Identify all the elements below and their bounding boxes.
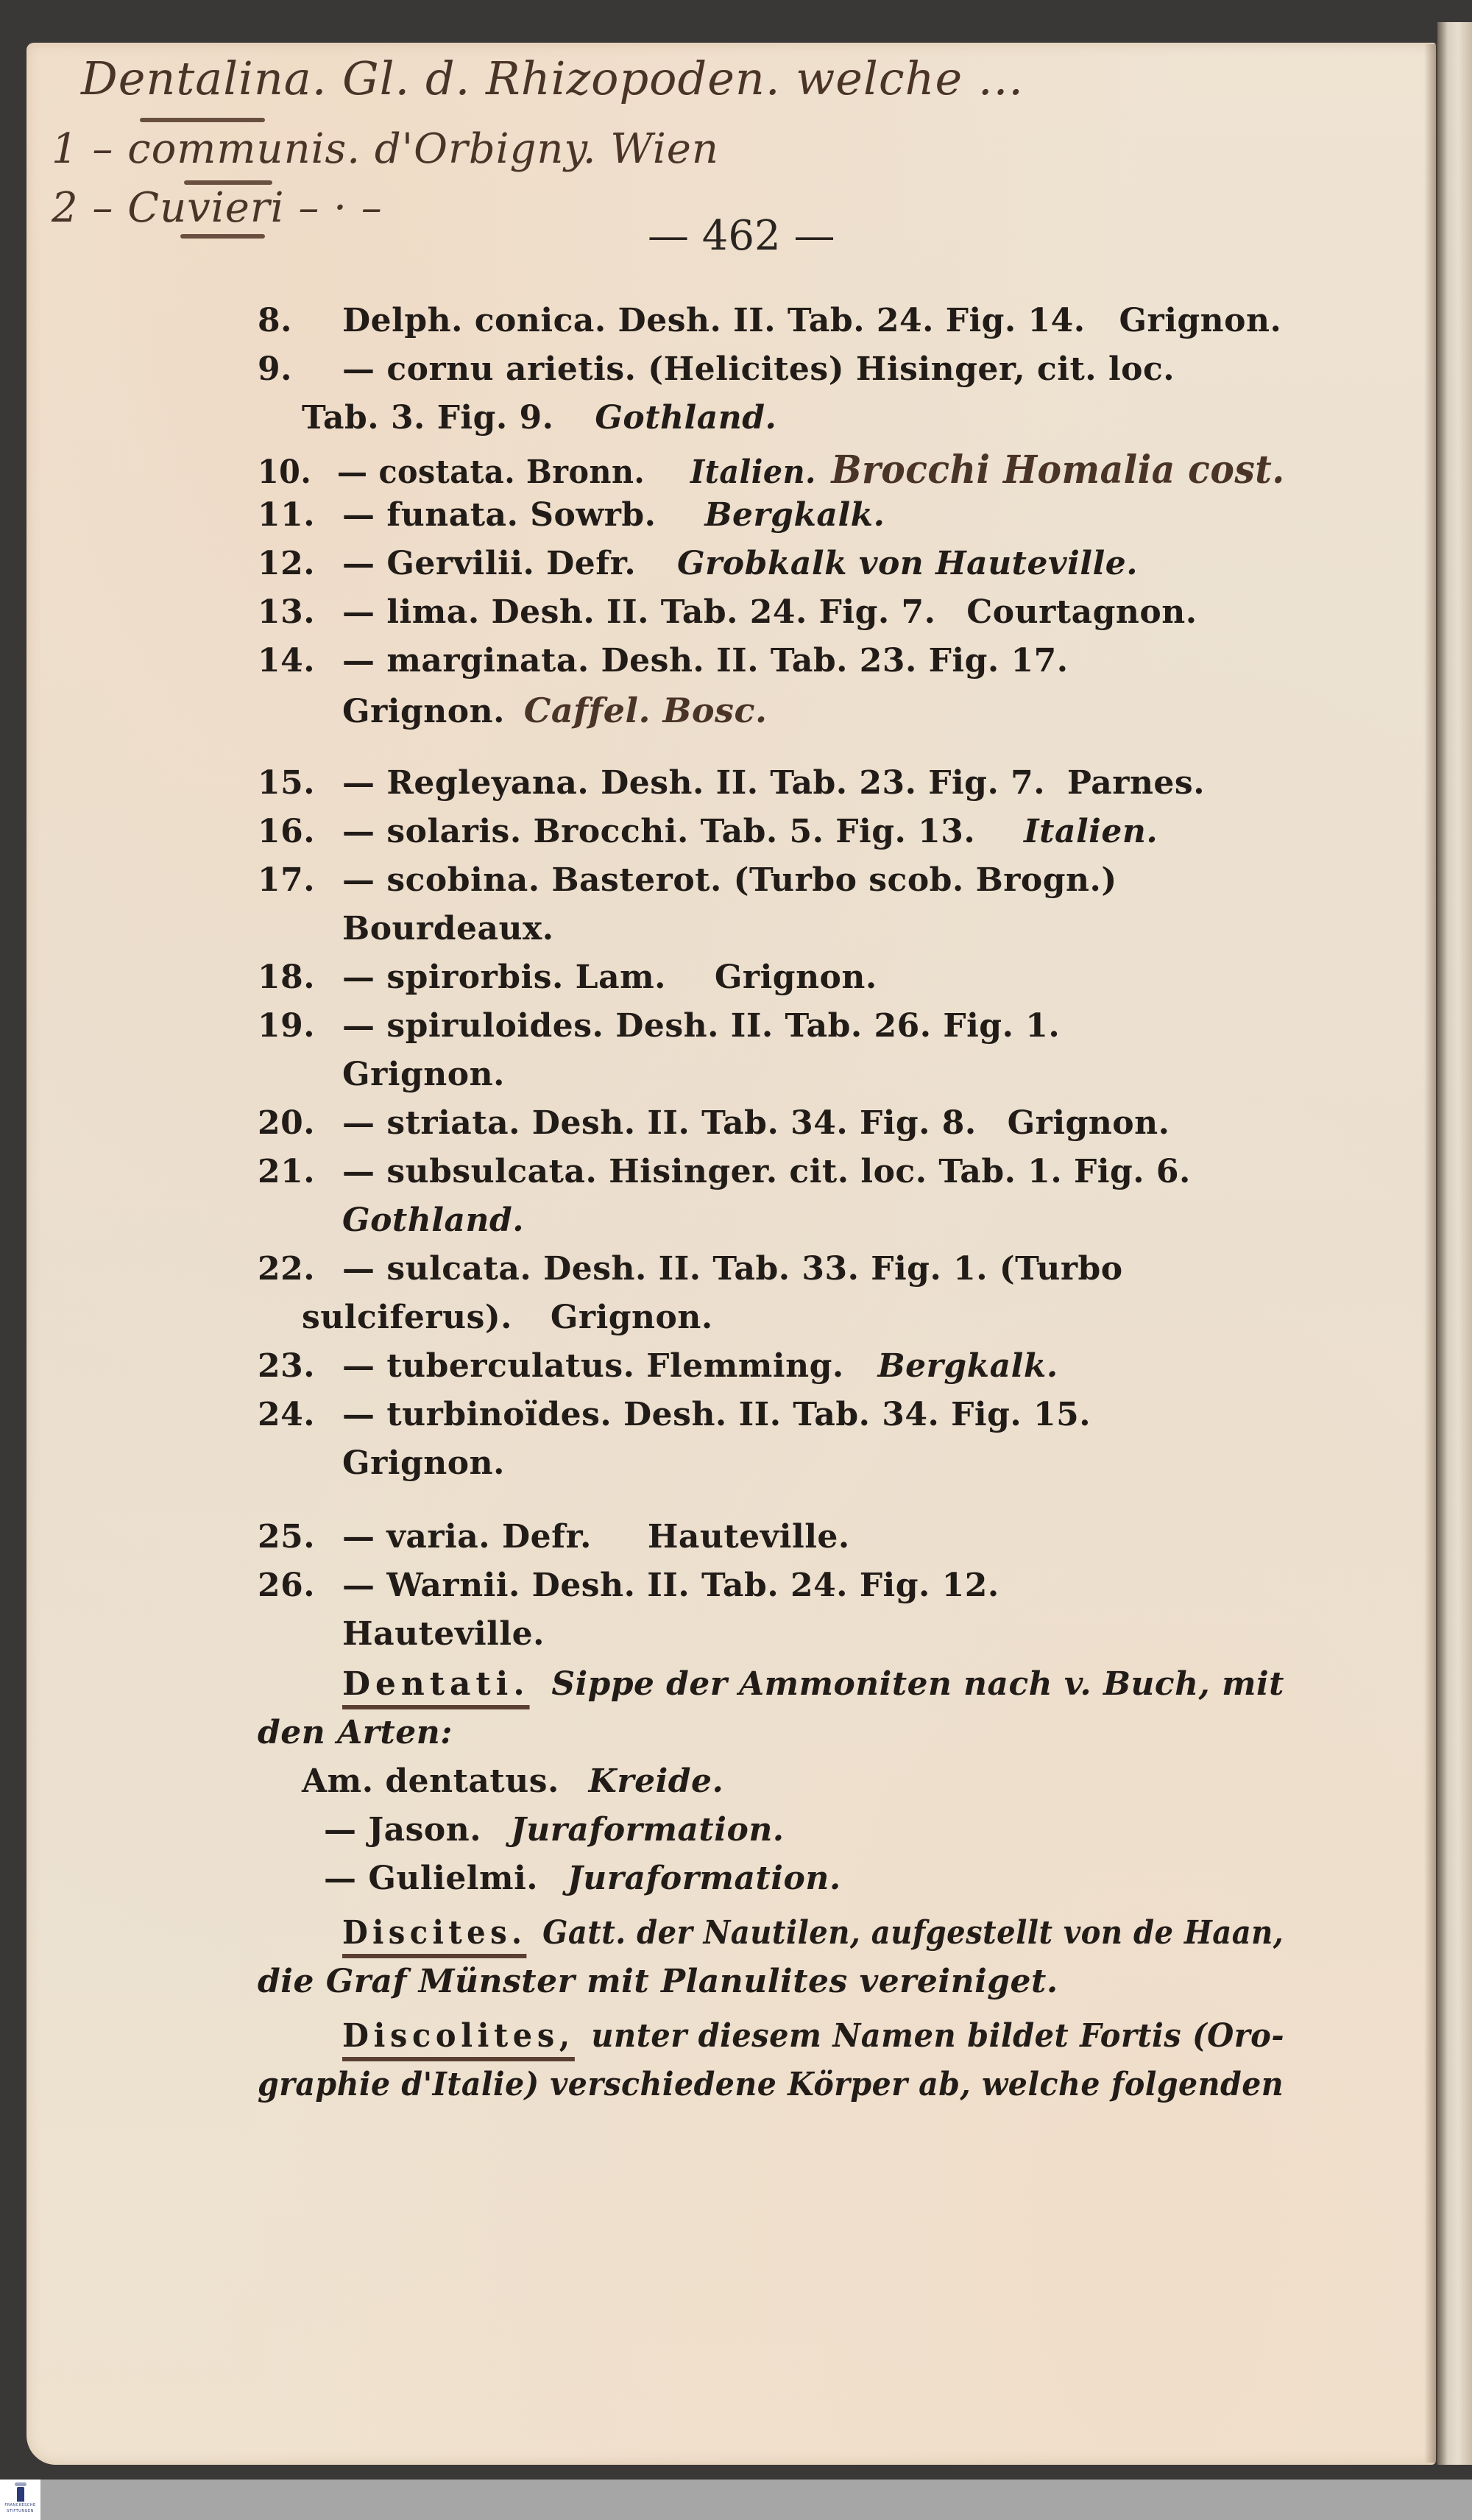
- entry-locality: Italien.: [1024, 813, 1158, 850]
- entry-25: [258, 1518, 850, 1556]
- entry-text: — spirorbis. Lam.: [342, 959, 666, 996]
- discites-paragraph-line2: [258, 1963, 1058, 2000]
- entry-22: [258, 1250, 1123, 1288]
- species-locality: Kreide.: [588, 1762, 724, 1800]
- entry-locality: Parnes.: [1066, 764, 1206, 802]
- viewer-footer-bar: [0, 2480, 1472, 2520]
- entry-text: — cornu arietis. (Helicites) Hisinger, cit. loc.: [342, 350, 1175, 388]
- dentati-text: Sippe der Ammoniten nach v. Buch, mit: [551, 1665, 1284, 1703]
- entry-19: [258, 1007, 1060, 1045]
- handwritten-annotation: Brocchi Homalia cost.: [831, 448, 1285, 493]
- entry-text: — spiruloides. Desh. II. Tab. 26. Fig. 1.: [342, 1007, 1061, 1045]
- dentati-paragraph-line2: [258, 1714, 453, 1751]
- entry-16: [258, 813, 1158, 850]
- entry-number: 22.: [258, 1250, 316, 1288]
- entry-10: [258, 448, 1285, 493]
- dentati-species-2: [324, 1811, 785, 1849]
- entry-number: 8.: [258, 302, 292, 339]
- entry-number: 26.: [258, 1567, 316, 1604]
- handwritten-annotation: Caffel. Bosc.: [523, 691, 768, 730]
- species-name: — Gulielmi.: [324, 1860, 539, 1897]
- entry-locality: Hauteville.: [342, 1615, 545, 1653]
- entry-locality: Gothland.: [342, 1201, 525, 1239]
- entry-18: [258, 959, 877, 996]
- dentati-paragraph-line1: [342, 1665, 1284, 1703]
- entry-24-continuation: [342, 1444, 505, 1482]
- entry-text: — Warnii. Desh. II. Tab. 24. Fig. 12.: [342, 1567, 999, 1604]
- entry-locality: Grobkalk von Hauteville.: [677, 545, 1139, 582]
- entry-number: 23.: [258, 1347, 316, 1385]
- entry-text: — scobina. Basterot. (Turbo scob. Brogn.): [342, 861, 1117, 899]
- entry-number: 10.: [258, 453, 312, 491]
- entry-text: — lima. Desh. II. Tab. 24. Fig. 7.: [342, 593, 936, 631]
- entry-number: 11.: [258, 496, 316, 534]
- dentati-text: den Arten:: [258, 1714, 453, 1751]
- discolites-paragraph-line2: [258, 2066, 1284, 2103]
- entry-text: — turbinoïdes. Desh. II. Tab. 34. Fig. 15.: [342, 1396, 1091, 1433]
- entry-11: [258, 496, 885, 534]
- entry-continuation: Tab. 3. Fig. 9.: [302, 399, 554, 437]
- entry-text: — Gervilii. Defr.: [342, 545, 637, 582]
- species-name: Am. dentatus.: [302, 1762, 559, 1800]
- entry-21: [258, 1153, 1191, 1190]
- institution-logo[interactable]: [0, 2480, 40, 2520]
- entry-8: [258, 302, 1281, 339]
- entry-number: 21.: [258, 1153, 316, 1190]
- logo-text-line1: FRANCKESCHE: [4, 2502, 36, 2507]
- entry-locality: Grignon.: [714, 959, 877, 996]
- entry-locality: Courtagnon.: [966, 593, 1197, 631]
- discolites-term: Discolites,: [342, 2017, 575, 2055]
- entry-number: 19.: [258, 1007, 316, 1045]
- entry-number: 17.: [258, 861, 316, 899]
- entry-26-continuation: [342, 1615, 545, 1653]
- discites-paragraph-line1: [342, 1914, 1284, 1952]
- entry-9: [258, 350, 1175, 388]
- discites-text: die Graf Münster mit Planulites vereiniget.: [258, 1963, 1058, 2000]
- entry-locality: Italien.: [690, 453, 816, 491]
- entry-21-continuation: [342, 1201, 524, 1239]
- entry-23: [258, 1347, 1058, 1385]
- handwritten-underline: [180, 234, 265, 239]
- entry-number: 12.: [258, 545, 316, 582]
- entry-14-continuation: [342, 691, 767, 730]
- entry-text: Delph. conica. Desh. II. Tab. 24. Fig. 14.: [342, 302, 1086, 339]
- entry-locality: Gothland.: [595, 399, 777, 437]
- entry-12: [258, 545, 1138, 582]
- entry-text: — subsulcata. Hisinger. cit. loc. Tab. 1. Fig. 6.: [342, 1153, 1191, 1190]
- discolites-text: graphie d'Italie) verschiedene Körper ab, welche folgenden: [258, 2066, 1284, 2103]
- handwritten-note-line3: 2 – Cuvieri – · –: [52, 184, 383, 232]
- logo-text-line2: STIFTUNGEN: [7, 2508, 34, 2513]
- entry-number: 13.: [258, 593, 316, 631]
- dentati-species-3: [324, 1860, 841, 1897]
- entry-text: — solaris. Brocchi. Tab. 5. Fig. 13.: [342, 813, 976, 850]
- entry-20: [258, 1104, 1170, 1142]
- entry-locality: Bergkalk.: [704, 496, 885, 534]
- entry-19-continuation: [342, 1056, 505, 1093]
- entry-text: — Regleyana. Desh. II. Tab. 23. Fig. 7.: [342, 764, 1046, 802]
- entry-locality: Grignon.: [342, 1444, 505, 1482]
- handwritten-note-line1: Dentalina. Gl. d. Rhizopoden. welche ...: [81, 52, 1024, 105]
- entry-9-continuation: [302, 399, 776, 437]
- entry-text: — costata. Bronn.: [336, 453, 645, 491]
- entry-number: 15.: [258, 764, 316, 802]
- entry-24: [258, 1396, 1091, 1433]
- entry-text: — tuberculatus. Flemming.: [342, 1347, 844, 1385]
- entry-locality: Bourdeaux.: [342, 910, 554, 947]
- entry-locality: Grignon.: [1007, 1104, 1170, 1142]
- entry-number: 25.: [258, 1518, 316, 1556]
- discites-term: Discites.: [342, 1914, 527, 1952]
- entry-26: [258, 1567, 999, 1604]
- entry-locality: Hauteville.: [647, 1518, 850, 1556]
- entry-text: — marginata. Desh. II. Tab. 23. Fig. 17.: [342, 642, 1069, 680]
- entry-locality: Grignon.: [342, 693, 505, 730]
- species-locality: Juraformation.: [510, 1811, 785, 1849]
- entry-number: 20.: [258, 1104, 316, 1142]
- adjacent-page-edge: [1437, 22, 1472, 2465]
- entry-locality: Bergkalk.: [877, 1347, 1058, 1385]
- discites-text: Gatt. der Nautilen, aufgestellt von de Haan,: [542, 1914, 1284, 1952]
- entry-number: 14.: [258, 642, 316, 680]
- entry-locality: Grignon.: [550, 1299, 713, 1336]
- entry-13: [258, 593, 1197, 631]
- handwritten-underline: [140, 118, 265, 122]
- entry-text: — sulcata. Desh. II. Tab. 33. Fig. 1. (Turbo: [342, 1250, 1123, 1288]
- entry-locality: Grignon.: [342, 1056, 505, 1093]
- entry-14: [258, 642, 1069, 680]
- species-locality: Juraformation.: [567, 1860, 841, 1897]
- entry-22-continuation: [302, 1299, 713, 1336]
- discolites-text: unter diesem Namen bildet Fortis (Oro-: [591, 2017, 1285, 2055]
- dentati-species-1: [302, 1762, 723, 1800]
- entry-number: 9.: [258, 350, 292, 388]
- entry-text: — funata. Sowrb.: [342, 496, 657, 534]
- entry-locality: Grignon.: [1119, 302, 1282, 339]
- entry-continuation: sulciferus).: [302, 1299, 512, 1336]
- entry-number: 16.: [258, 813, 316, 850]
- dentati-term: Dentati.: [342, 1665, 530, 1703]
- gutter-shadow: [1424, 44, 1437, 2463]
- entry-text: — varia. Defr.: [342, 1518, 592, 1556]
- entry-17-continuation: [342, 910, 554, 947]
- entry-15: [258, 764, 1205, 802]
- species-name: — Jason.: [324, 1811, 482, 1849]
- entry-number: 24.: [258, 1396, 316, 1433]
- entry-text: — striata. Desh. II. Tab. 34. Fig. 8.: [342, 1104, 977, 1142]
- logo-icon: [17, 2487, 24, 2502]
- page-number: — 462 —: [648, 212, 835, 260]
- entry-number: 18.: [258, 959, 316, 996]
- discolites-paragraph-line1: [342, 2017, 1284, 2055]
- entry-17: [258, 861, 1117, 899]
- handwritten-note-line2: 1 – communis. d'Orbigny. Wien: [52, 125, 719, 173]
